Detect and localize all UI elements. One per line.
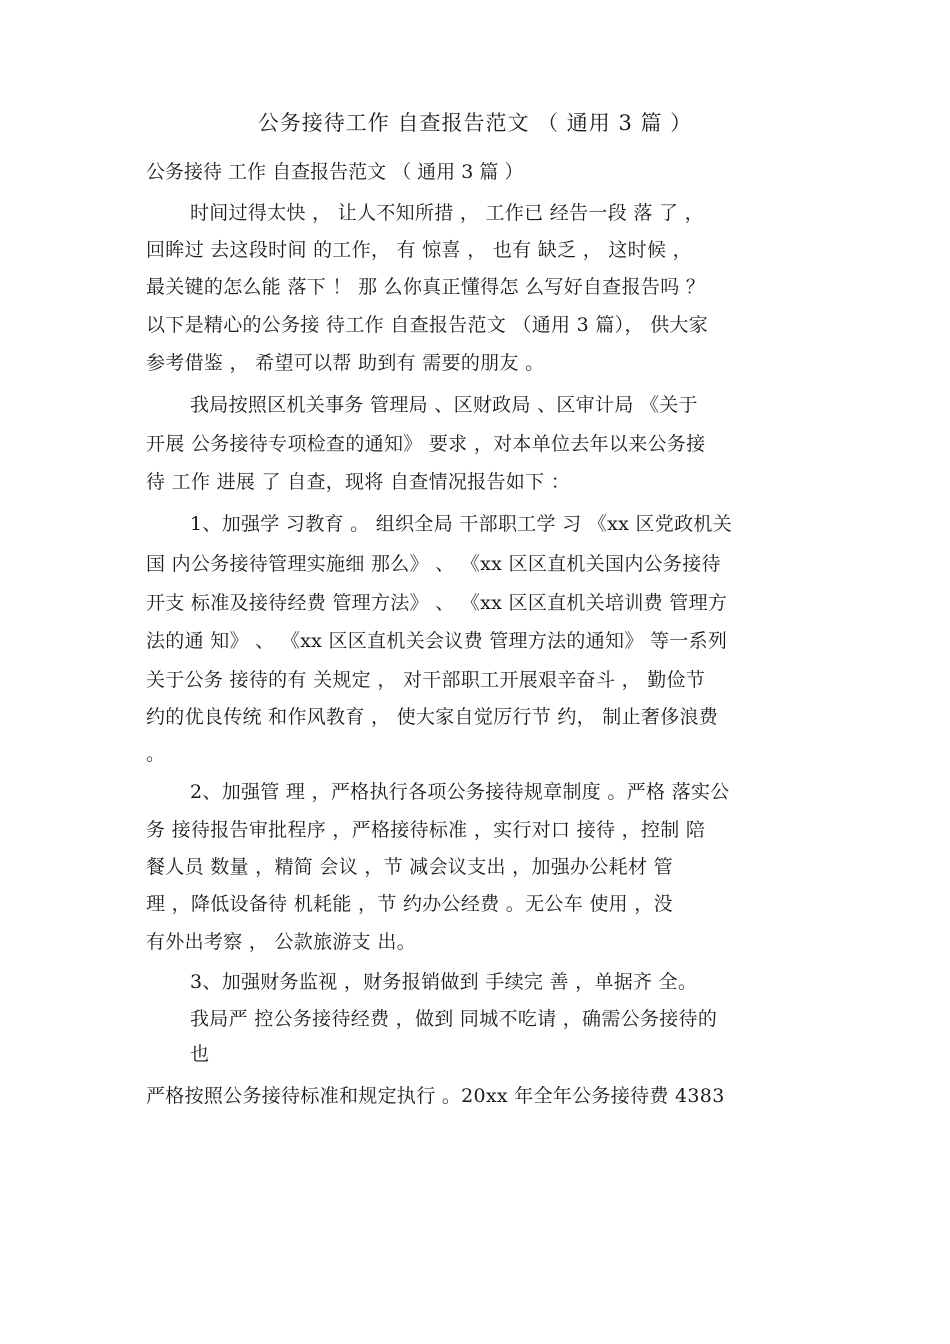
paragraph-2-line-1: 我局按照区机关事务 管理局 、区财政局 、区审计局 《关于 [190, 394, 698, 416]
paragraph-1-line-4: 以下是精心的公务接 待工作 自查报告范文 （通用 3 篇）， 供大家 [146, 314, 709, 336]
paragraph-1-line-3: 最关键的怎么能 落下 ！ 那 么你真正懂得怎 么写好自查报告吗 ？ [146, 276, 706, 298]
paragraph-2-line-2: 开展 公务接待专项检查的通知》 要求 ，对本单位去年以来公务接 [146, 433, 706, 455]
paragraph-3-line-3: 开支 标准及接待经费 管理方法》 、 《xx 区区直机关培训费 管理方 [146, 592, 728, 614]
document-title: 公务接待工作 自查报告范文 （ 通用 3 篇 ） [257, 111, 693, 135]
paragraph-4-line-2: 务 接待报告审批程序 ，严格接待标准 ，实行对口 接待 ，控制 陪 [146, 819, 706, 841]
paragraph-4-line-5: 有外出考察 ， 公款旅游支 出。 [146, 931, 416, 953]
paragraph-5-line-2: 我局严 控公务接待经费 ，做到 同城不吃请 ，确需公务接待的 [190, 1008, 718, 1030]
paragraph-4-line-3: 餐人员 数量 ，精简 会议 ，节 减会议支出 ，加强办公耗材 管 [146, 856, 673, 878]
paragraph-3-line-5: 关于公务 接待的有 关规定 ， 对干部职工开展艰辛奋斗 ， 勤俭节 [146, 669, 706, 691]
paragraph-5-line-3: 也 [190, 1043, 210, 1065]
document-subtitle: 公务接待 工作 自查报告范文 （ 通用 3 篇 ） [146, 161, 524, 183]
paragraph-2-line-3: 待 工作 进展 了 自查，现将 自查情况报告如下 ： [146, 471, 571, 493]
paragraph-3-line-6: 约的优良传统 和作风教育 ， 使大家自觉厉行节 约， 制止奢侈浪费 [146, 706, 719, 728]
paragraph-1-line-5: 参考借鉴 ， 希望可以帮 助到有 需要的朋友 。 [146, 352, 545, 374]
paragraph-3-line-2: 国 内公务接待管理实施细 那么》 、 《xx 区区直机关国内公务接待 [146, 553, 721, 575]
paragraph-3-line-7: 。 [146, 743, 166, 765]
paragraph-4-line-4: 理 ，降低设备待 机耗能 ，节 约办公经费 。无公车 使用 ，没 [146, 893, 673, 915]
paragraph-4-line-1: 2、加强管 理 ，严格执行各项公务接待规章制度 。严格 落实公 [190, 781, 730, 803]
paragraph-1-line-1: 时间过得太快 ， 让人不知所措 ， 工作已 经告一段 落 了 ， [190, 202, 704, 224]
paragraph-1-line-2: 回眸过 去这段时间 的工作， 有 惊喜 ， 也有 缺乏 ， 这时候 ， [146, 239, 692, 261]
paragraph-3-line-4: 法的通 知》 、 《xx 区区直机关会议费 管理方法的通知》 等一系列 [146, 630, 728, 652]
paragraph-5-line-4: 严格按照公务接待标准和规定执行 。20xx 年全年公务接待费 4383 [146, 1085, 725, 1107]
paragraph-3-line-1: 1、加强学 习教育 。 组织全局 干部职工学 习 《xx 区党政机关 [190, 513, 732, 535]
paragraph-5-line-1: 3、加强财务监视 ，财务报销做到 手续完 善 ，单据齐 全。 [190, 971, 698, 993]
